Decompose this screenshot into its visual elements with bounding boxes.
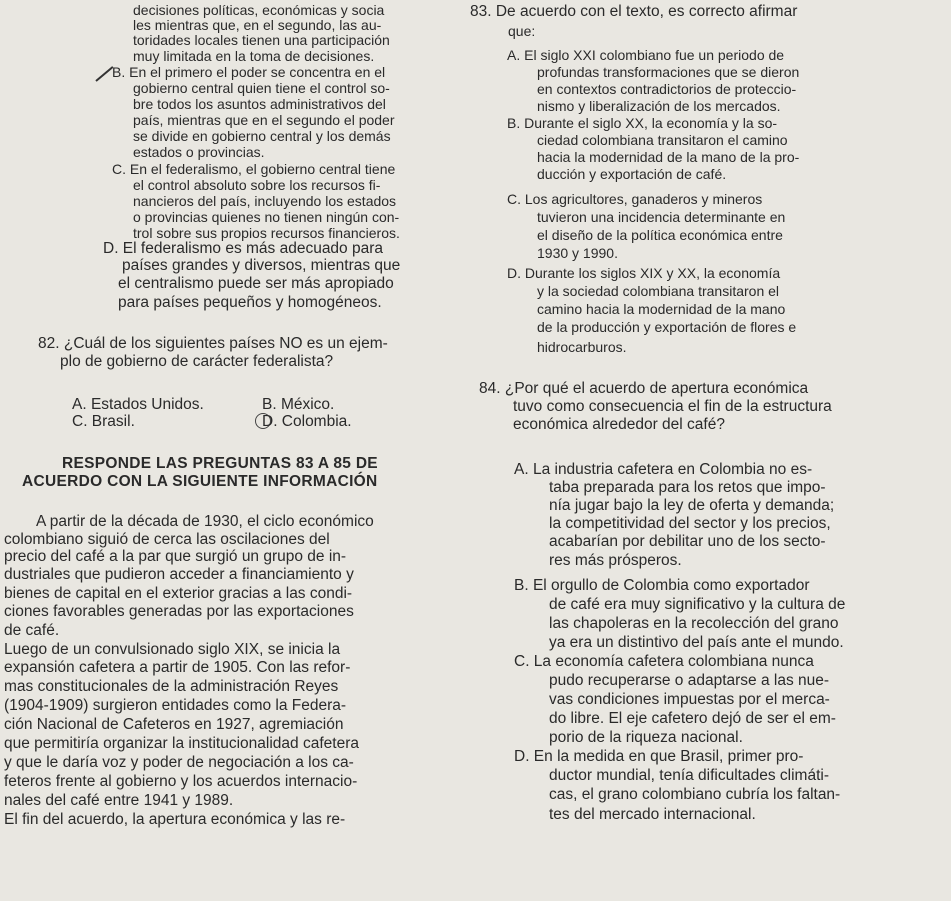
question-83-stem: 83. De acuerdo con el texto, es correcto afirmar — [470, 3, 798, 20]
text-line: estados o provincias. — [133, 144, 265, 160]
passage-line: y que le daría voz y poder de negociación a los ca- — [4, 754, 354, 771]
option-82-d[interactable]: D. Colombia. — [262, 413, 352, 430]
option-83-d[interactable]: D. Durante los siglos XIX y XX, la economía — [507, 265, 781, 281]
passage-line: A partir de la década de 1930, el ciclo económico — [36, 513, 374, 530]
text-line: en contextos contradictorios de proteccio- — [537, 81, 797, 97]
text-line: y la sociedad colombiana transitaron el — [537, 283, 780, 299]
text-line: países grandes y diversos, mientras que — [122, 257, 401, 274]
text-line: decisiones políticas, económicas y socia — [133, 2, 385, 18]
passage-line: El fin del acuerdo, la apertura económica y las re- — [4, 811, 346, 828]
text-line: camino hacia la modernidad de la mano — [537, 301, 786, 317]
text-line: cas, el grano colombiano cubría los faltan- — [549, 786, 841, 803]
text-line: taba preparada para los retos que impo- — [549, 479, 826, 496]
text-line: las chapoleras en la recolección del grano — [549, 615, 839, 632]
passage-line: que permitiría organizar la institucionalidad cafetera — [4, 735, 359, 752]
passage-line: precio del café a la par que surgió un grupo de in- — [4, 548, 347, 565]
option-84-d[interactable]: D. En la medida en que Brasil, primer pro- — [514, 748, 804, 765]
text-line: de café era muy significativo y la cultura de — [549, 596, 846, 613]
text-line: se divide en gobierno central y los demás — [133, 128, 391, 144]
option-84-b[interactable]: B. El orgullo de Colombia como exportador — [514, 577, 810, 594]
text-line: trol sobre sus propios recursos financieros. — [133, 225, 400, 241]
text-line: vas condiciones impuestas por el merca- — [549, 691, 830, 708]
option-81-d: D. El federalismo es más adecuado para — [103, 240, 384, 257]
text-line: porio de la riqueza nacional. — [549, 729, 743, 746]
text-line: el control absoluto sobre los recursos fi- — [133, 177, 381, 193]
option-82-a[interactable]: A. Estados Unidos. — [72, 396, 204, 413]
passage-line: mas constitucionales de la administración Reyes — [4, 678, 339, 695]
passage-line: expansión cafetera a partir de 1905. Con las refor- — [4, 659, 351, 676]
passage-line: dustriales que pudieron acceder a financiamiento y — [4, 566, 354, 583]
question-84-stem: tuvo como consecuencia el fin de la estructura — [513, 398, 832, 415]
option-82-c[interactable]: C. Brasil. — [72, 413, 135, 430]
text-line: les mientras que, en el segundo, las au- — [133, 17, 382, 33]
passage-line: feteros frente al gobierno y los acuerdos internacio- — [4, 773, 358, 790]
text-line: nía jugar bajo la ley de oferta y demanda; — [549, 497, 835, 514]
passage-line: ción Nacional de Cafeteros en 1927, agremiación — [4, 716, 344, 733]
text-line: nismo y liberalización de los mercados. — [537, 98, 781, 114]
text-line: para países pequeños y homogéneos. — [118, 294, 382, 311]
text-line: hidrocarburos. — [537, 339, 627, 355]
question-83-stem: que: — [508, 23, 536, 39]
answer-mark — [95, 66, 113, 82]
passage-line: colombiano siguió de cerca las oscilaciones del — [4, 531, 330, 548]
question-82-stem: plo de gobierno de carácter federalista? — [60, 353, 334, 370]
option-84-a[interactable]: A. La industria cafetera en Colombia no es- — [514, 461, 813, 478]
text-line: la competitividad del sector y los precios, — [549, 515, 831, 532]
text-line: 1930 y 1990. — [537, 245, 618, 261]
text-line: ductor mundial, tenía dificultades climáti- — [549, 767, 829, 784]
text-line: tuvieron una incidencia determinante en — [537, 209, 786, 225]
question-84-stem: 84. ¿Por qué el acuerdo de apertura económica — [479, 380, 809, 397]
option-83-a[interactable]: A. El siglo XXI colombiano fue un periodo de — [507, 47, 785, 63]
passage-line: (1904-1909) surgieron entidades como la Federa- — [4, 697, 347, 714]
text-line: do libre. El eje cafetero dejó de ser el em- — [549, 710, 836, 727]
passage-line: nales del café entre 1941 y 1989. — [4, 792, 234, 809]
text-line: muy limitada en la toma de decisiones. — [133, 48, 375, 64]
text-line: el centralismo puede ser más apropiado — [118, 275, 394, 292]
passage-line: de café. — [4, 622, 60, 639]
text-line: pudo recuperarse o adaptarse a las nue- — [549, 672, 830, 689]
text-line: el diseño de la política económica entre — [537, 227, 783, 243]
text-line: de la producción y exportación de flores e — [537, 319, 797, 335]
option-81-b: B. En el primero el poder se concentra en el — [112, 64, 386, 80]
text-line: ya era un distintivo del país ante el mundo. — [549, 634, 844, 651]
text-line: ciedad colombiana transitaron el camino — [537, 132, 788, 148]
text-line: toridades locales tienen una participación — [133, 32, 390, 48]
question-84-stem: económica alrededor del café? — [513, 416, 725, 433]
text-line: res más prósperos. — [549, 552, 682, 569]
option-83-b[interactable]: B. Durante el siglo XX, la economía y la so- — [507, 115, 778, 131]
question-82-stem: 82. ¿Cuál de los siguientes países NO es un ejem- — [38, 335, 388, 352]
option-81-c: C. En el federalismo, el gobierno central tiene — [112, 161, 396, 177]
option-84-c[interactable]: C. La economía cafetera colombiana nunca — [514, 653, 814, 670]
option-83-c[interactable]: C. Los agricultores, ganaderos y mineros — [507, 191, 763, 207]
section-heading: ACUERDO CON LA SIGUIENTE INFORMACIÓN — [22, 473, 378, 490]
text-line: profundas transformaciones que se dieron — [537, 64, 800, 80]
passage-line: ciones favorables generadas por las exportaciones — [4, 603, 354, 620]
passage-line: Luego de un convulsionado siglo XIX, se inicia la — [4, 641, 341, 658]
text-line: nancieros del país, incluyendo los estados — [133, 193, 397, 209]
section-heading: RESPONDE LAS PREGUNTAS 83 A 85 DE — [62, 455, 378, 472]
text-line: tes del mercado internacional. — [549, 806, 756, 823]
text-line: país, mientras que en el segundo el poder — [133, 112, 395, 128]
text-line: acabarían por debilitar uno de los secto- — [549, 533, 826, 550]
text-line: o provincias quienes no tienen ningún con- — [133, 209, 400, 225]
text-line: ducción y exportación de café. — [537, 166, 727, 182]
text-line: hacia la modernidad de la mano de la pro- — [537, 149, 800, 165]
option-82-b[interactable]: B. México. — [262, 396, 335, 413]
text-line: gobierno central quien tiene el control so- — [133, 80, 390, 96]
passage-line: bienes de capital en el exterior gracias a las condi- — [4, 585, 353, 602]
text-line: bre todos los asuntos administrativos del — [133, 96, 386, 112]
